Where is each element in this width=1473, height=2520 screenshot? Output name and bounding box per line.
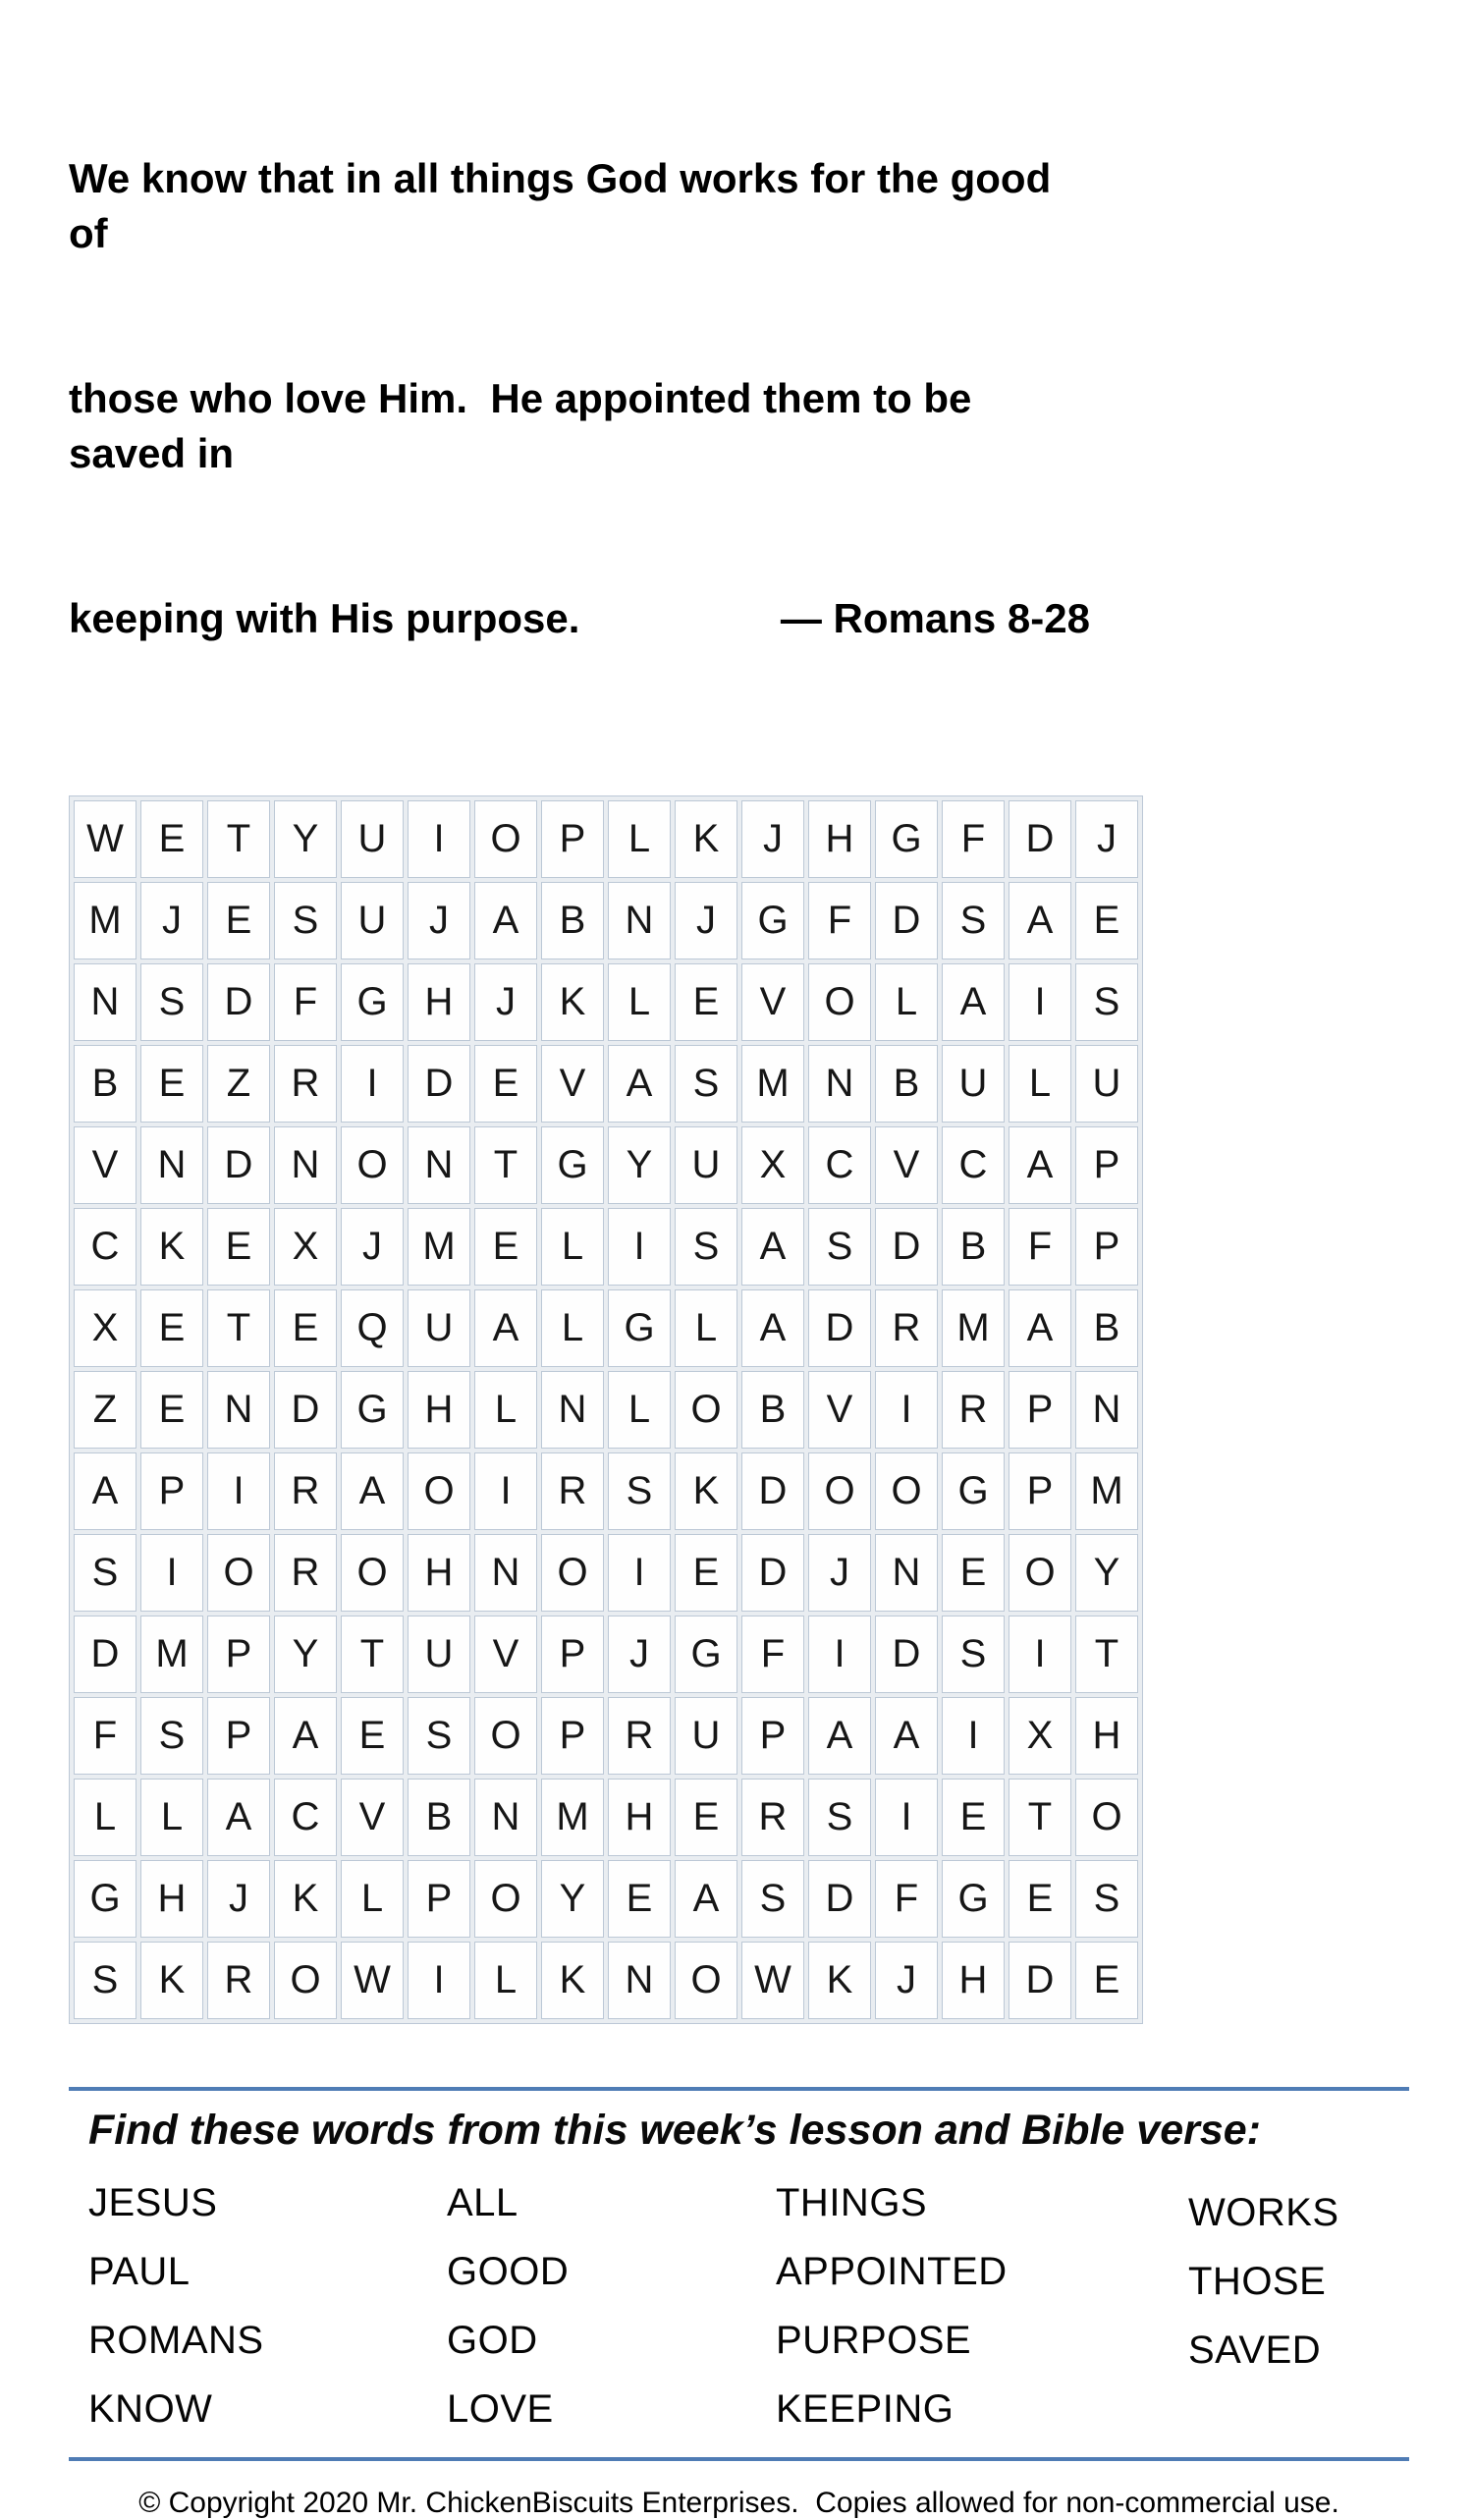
grid-cell: B <box>74 1045 136 1123</box>
grid-cell: F <box>1009 1208 1071 1286</box>
grid-cell: O <box>675 1942 737 2019</box>
grid-cell: S <box>140 1697 203 1775</box>
grid-cell: L <box>541 1208 604 1286</box>
word-list-item: PURPOSE <box>776 2319 972 2362</box>
grid-cell: L <box>474 1371 537 1449</box>
grid-cell: B <box>1075 1289 1138 1367</box>
grid-cell: A <box>207 1779 270 1856</box>
grid-cell: A <box>741 1208 804 1286</box>
grid-cell: F <box>274 963 337 1041</box>
grid-cell: J <box>408 882 470 959</box>
grid-cell: P <box>741 1697 804 1775</box>
grid-cell: I <box>341 1045 404 1123</box>
grid-cell: C <box>942 1126 1005 1204</box>
grid-cell: J <box>675 882 737 959</box>
grid-cell: I <box>207 1452 270 1530</box>
grid-cell: S <box>942 1616 1005 1693</box>
grid-cell: P <box>140 1452 203 1530</box>
grid-cell: B <box>541 882 604 959</box>
grid-cell: T <box>341 1616 404 1693</box>
grid-cell: O <box>808 1452 871 1530</box>
grid-cell: A <box>808 1697 871 1775</box>
grid-cell: E <box>1009 1860 1071 1938</box>
grid-cell: N <box>608 1942 671 2019</box>
grid-row <box>74 1697 1138 1775</box>
grid-cell: F <box>74 1697 136 1775</box>
grid-cell: G <box>74 1860 136 1938</box>
grid-cell: A <box>274 1697 337 1775</box>
grid-cell: L <box>1009 1045 1071 1123</box>
grid-cell: E <box>140 1371 203 1449</box>
grid-cell: W <box>341 1942 404 2019</box>
grid-cell: K <box>541 963 604 1041</box>
grid-cell: I <box>1009 963 1071 1041</box>
grid-cell: A <box>741 1289 804 1367</box>
grid-cell: F <box>808 882 871 959</box>
grid-cell: H <box>942 1942 1005 2019</box>
grid-cell: I <box>875 1779 938 1856</box>
word-list-item: KNOW <box>88 2387 213 2431</box>
grid-cell: K <box>675 1452 737 1530</box>
grid-cell: S <box>675 1208 737 1286</box>
grid-cell: A <box>74 1452 136 1530</box>
copyright-text: © Copyright 2020 Mr. ChickenBiscuits Enterprises. Copies allowed for non-commercial use. <box>138 2487 1339 2519</box>
word-list-columns <box>69 2168 1409 2443</box>
grid-row <box>74 1860 1138 1938</box>
grid-cell: K <box>675 800 737 878</box>
grid-cell: D <box>1009 800 1071 878</box>
grid-cell: P <box>541 1616 604 1693</box>
grid-cell: O <box>341 1126 404 1204</box>
grid-cell: G <box>341 963 404 1041</box>
grid-cell: E <box>341 1697 404 1775</box>
grid-cell: K <box>808 1942 871 2019</box>
grid-cell: M <box>1075 1452 1138 1530</box>
grid-cell: L <box>608 963 671 1041</box>
grid-cell: B <box>942 1208 1005 1286</box>
verse-attribution: — Romans 8-28 <box>780 595 1090 641</box>
grid-cell: G <box>875 800 938 878</box>
grid-cell: H <box>408 1534 470 1612</box>
word-list-item: GOD <box>447 2319 538 2362</box>
grid-cell: G <box>942 1452 1005 1530</box>
grid-cell: S <box>608 1452 671 1530</box>
grid-cell: P <box>408 1860 470 1938</box>
grid-cell: R <box>274 1452 337 1530</box>
grid-row <box>74 1208 1138 1286</box>
grid-cell: W <box>74 800 136 878</box>
grid-cell: A <box>474 882 537 959</box>
word-search-grid-wrap <box>69 795 1409 2024</box>
grid-cell: O <box>408 1452 470 1530</box>
grid-cell: L <box>608 800 671 878</box>
grid-cell: V <box>875 1126 938 1204</box>
grid-cell: S <box>408 1697 470 1775</box>
grid-cell: D <box>875 1208 938 1286</box>
grid-cell: G <box>541 1126 604 1204</box>
grid-cell: O <box>1075 1779 1138 1856</box>
word-list-item: SAVED <box>1188 2328 1322 2372</box>
grid-cell: O <box>207 1534 270 1612</box>
grid-cell: S <box>675 1045 737 1123</box>
grid-cell: L <box>608 1371 671 1449</box>
grid-cell: W <box>741 1942 804 2019</box>
grid-cell: V <box>341 1779 404 1856</box>
grid-cell: L <box>140 1779 203 1856</box>
grid-cell: A <box>608 1045 671 1123</box>
grid-cell: O <box>474 1697 537 1775</box>
grid-cell: E <box>140 1289 203 1367</box>
word-list-item: ROMANS <box>88 2319 264 2362</box>
grid-cell: M <box>741 1045 804 1123</box>
grid-cell: N <box>1075 1371 1138 1449</box>
grid-cell: V <box>474 1616 537 1693</box>
grid-cell: P <box>1075 1126 1138 1204</box>
grid-cell: A <box>942 963 1005 1041</box>
grid-cell: J <box>474 963 537 1041</box>
grid-cell: N <box>541 1371 604 1449</box>
grid-cell: I <box>1009 1616 1071 1693</box>
grid-cell: O <box>808 963 871 1041</box>
word-list-column-2 <box>447 2168 776 2443</box>
grid-cell: T <box>474 1126 537 1204</box>
grid-cell: P <box>207 1616 270 1693</box>
grid-cell: K <box>274 1860 337 1938</box>
grid-cell: S <box>1075 1860 1138 1938</box>
grid-cell: O <box>274 1942 337 2019</box>
verse-line-3 <box>69 591 1090 646</box>
grid-cell: R <box>608 1697 671 1775</box>
grid-cell: I <box>474 1452 537 1530</box>
grid-cell: U <box>341 882 404 959</box>
verse-line-1: We know that in all things God works for the good of <box>69 155 1063 256</box>
grid-cell: E <box>207 882 270 959</box>
word-list-item: JESUS <box>88 2181 218 2224</box>
word-list-column-3 <box>776 2168 1188 2443</box>
grid-cell: L <box>675 1289 737 1367</box>
grid-cell: G <box>341 1371 404 1449</box>
grid-cell: M <box>541 1779 604 1856</box>
grid-row <box>74 1126 1138 1204</box>
grid-cell: N <box>140 1126 203 1204</box>
grid-cell: P <box>207 1697 270 1775</box>
grid-cell: H <box>808 800 871 878</box>
grid-cell: X <box>74 1289 136 1367</box>
grid-cell: L <box>541 1289 604 1367</box>
grid-cell: D <box>207 963 270 1041</box>
word-list-item: WORKS <box>1188 2191 1339 2234</box>
grid-cell: F <box>741 1616 804 1693</box>
grid-cell: A <box>1009 1126 1071 1204</box>
grid-cell: R <box>942 1371 1005 1449</box>
grid-cell: E <box>1075 1942 1138 2019</box>
grid-cell: T <box>1075 1616 1138 1693</box>
word-list-item: GOOD <box>447 2250 570 2293</box>
grid-cell: Y <box>274 800 337 878</box>
grid-cell: C <box>274 1779 337 1856</box>
grid-cell: Z <box>74 1371 136 1449</box>
grid-cell: A <box>474 1289 537 1367</box>
verse-line-2: those who love Him. He appointed them to be saved in <box>69 375 984 476</box>
grid-cell: D <box>808 1289 871 1367</box>
grid-cell: X <box>274 1208 337 1286</box>
grid-row <box>74 1371 1138 1449</box>
grid-cell: I <box>140 1534 203 1612</box>
grid-cell: N <box>808 1045 871 1123</box>
grid-cell: T <box>207 800 270 878</box>
verse-line-3-text: keeping with His purpose. <box>69 595 580 641</box>
grid-cell: B <box>741 1371 804 1449</box>
grid-cell: H <box>140 1860 203 1938</box>
grid-cell: I <box>808 1616 871 1693</box>
grid-cell: Z <box>207 1045 270 1123</box>
grid-cell: E <box>207 1208 270 1286</box>
grid-cell: I <box>875 1371 938 1449</box>
grid-cell: R <box>741 1779 804 1856</box>
grid-cell: S <box>942 882 1005 959</box>
grid-cell: Q <box>341 1289 404 1367</box>
grid-cell: R <box>274 1534 337 1612</box>
word-list-item: ALL <box>447 2181 518 2224</box>
grid-cell: P <box>1009 1371 1071 1449</box>
grid-cell: G <box>608 1289 671 1367</box>
grid-cell: J <box>608 1616 671 1693</box>
grid-cell: S <box>741 1860 804 1938</box>
grid-cell: O <box>1009 1534 1071 1612</box>
grid-row <box>74 1779 1138 1856</box>
word-list-item: PAUL <box>88 2250 191 2293</box>
grid-cell: J <box>875 1942 938 2019</box>
grid-row <box>74 1942 1138 2019</box>
grid-cell: H <box>408 1371 470 1449</box>
grid-cell: U <box>1075 1045 1138 1123</box>
word-list-item: KEEPING <box>776 2387 955 2431</box>
grid-cell: O <box>541 1534 604 1612</box>
grid-cell: K <box>541 1942 604 2019</box>
grid-cell: F <box>875 1860 938 1938</box>
grid-cell: Y <box>608 1126 671 1204</box>
grid-cell: N <box>875 1534 938 1612</box>
grid-cell: E <box>608 1860 671 1938</box>
word-list-column-4 <box>1188 2168 1409 2443</box>
grid-cell: H <box>608 1779 671 1856</box>
grid-cell: C <box>74 1208 136 1286</box>
grid-cell: J <box>341 1208 404 1286</box>
grid-cell: L <box>341 1860 404 1938</box>
grid-cell: P <box>541 800 604 878</box>
grid-cell: U <box>408 1616 470 1693</box>
grid-cell: X <box>741 1126 804 1204</box>
grid-cell: E <box>474 1045 537 1123</box>
grid-cell: S <box>808 1779 871 1856</box>
grid-cell: G <box>942 1860 1005 1938</box>
grid-cell: K <box>140 1208 203 1286</box>
grid-row <box>74 1534 1138 1612</box>
word-list-item: THOSE <box>1188 2260 1327 2303</box>
grid-cell: A <box>1009 1289 1071 1367</box>
grid-cell: K <box>140 1942 203 2019</box>
grid-cell: A <box>675 1860 737 1938</box>
grid-cell: T <box>1009 1779 1071 1856</box>
grid-cell: R <box>875 1289 938 1367</box>
grid-cell: J <box>808 1534 871 1612</box>
grid-cell: I <box>608 1534 671 1612</box>
grid-cell: D <box>207 1126 270 1204</box>
grid-row <box>74 1045 1138 1123</box>
grid-cell: S <box>74 1942 136 2019</box>
grid-cell: N <box>608 882 671 959</box>
grid-row <box>74 882 1138 959</box>
grid-cell: S <box>1075 963 1138 1041</box>
grid-cell: H <box>1075 1697 1138 1775</box>
grid-cell: B <box>875 1045 938 1123</box>
grid-cell: U <box>675 1126 737 1204</box>
word-list-item: THINGS <box>776 2181 928 2224</box>
grid-cell: E <box>675 1534 737 1612</box>
grid-cell: M <box>140 1616 203 1693</box>
word-list-item: LOVE <box>447 2387 554 2431</box>
grid-cell: L <box>74 1779 136 1856</box>
grid-row <box>74 1289 1138 1367</box>
grid-cell: O <box>341 1534 404 1612</box>
grid-cell: U <box>942 1045 1005 1123</box>
grid-cell: O <box>875 1452 938 1530</box>
grid-cell: T <box>207 1289 270 1367</box>
grid-cell: N <box>474 1534 537 1612</box>
grid-cell: A <box>1009 882 1071 959</box>
grid-cell: U <box>341 800 404 878</box>
grid-cell: B <box>408 1779 470 1856</box>
grid-cell: V <box>741 963 804 1041</box>
grid-cell: I <box>408 800 470 878</box>
grid-cell: P <box>541 1697 604 1775</box>
grid-cell: S <box>74 1534 136 1612</box>
grid-cell: D <box>74 1616 136 1693</box>
grid-cell: P <box>1075 1208 1138 1286</box>
grid-cell: J <box>741 800 804 878</box>
grid-cell: V <box>808 1371 871 1449</box>
grid-cell: E <box>140 800 203 878</box>
grid-cell: U <box>408 1289 470 1367</box>
grid-cell: G <box>741 882 804 959</box>
grid-cell: V <box>541 1045 604 1123</box>
grid-cell: R <box>541 1452 604 1530</box>
grid-cell: A <box>341 1452 404 1530</box>
grid-cell: Y <box>1075 1534 1138 1612</box>
grid-cell: L <box>474 1942 537 2019</box>
grid-cell: S <box>274 882 337 959</box>
grid-cell: D <box>741 1534 804 1612</box>
grid-cell: N <box>474 1779 537 1856</box>
grid-cell: Y <box>274 1616 337 1693</box>
grid-cell: C <box>808 1126 871 1204</box>
grid-cell: R <box>274 1045 337 1123</box>
grid-cell: S <box>140 963 203 1041</box>
grid-cell: Y <box>541 1860 604 1938</box>
grid-cell: G <box>675 1616 737 1693</box>
word-list-section <box>69 2087 1409 2461</box>
grid-cell: R <box>207 1942 270 2019</box>
grid-row <box>74 1616 1138 1693</box>
grid-cell: I <box>942 1697 1005 1775</box>
grid-cell: M <box>74 882 136 959</box>
word-list-heading: Find these words from this week’s lesson and Bible verse: <box>88 2107 1262 2154</box>
grid-cell: D <box>808 1860 871 1938</box>
word-list-item: APPOINTED <box>776 2250 1008 2293</box>
grid-cell: U <box>675 1697 737 1775</box>
grid-cell: O <box>675 1371 737 1449</box>
grid-cell: X <box>1009 1697 1071 1775</box>
grid-cell: M <box>942 1289 1005 1367</box>
word-search-grid <box>69 795 1143 2024</box>
grid-cell: D <box>741 1452 804 1530</box>
grid-cell: O <box>474 1860 537 1938</box>
grid-cell: D <box>875 882 938 959</box>
word-list-column-1 <box>88 2168 447 2443</box>
grid-row <box>74 800 1138 878</box>
grid-cell: N <box>74 963 136 1041</box>
grid-cell: E <box>140 1045 203 1123</box>
grid-cell: E <box>1075 882 1138 959</box>
grid-cell: J <box>207 1860 270 1938</box>
grid-cell: V <box>74 1126 136 1204</box>
grid-cell: E <box>675 963 737 1041</box>
grid-cell: M <box>408 1208 470 1286</box>
grid-cell: J <box>140 882 203 959</box>
grid-cell: O <box>474 800 537 878</box>
grid-cell: E <box>274 1289 337 1367</box>
grid-cell: H <box>408 963 470 1041</box>
grid-cell: D <box>875 1616 938 1693</box>
grid-cell: D <box>1009 1942 1071 2019</box>
grid-cell: F <box>942 800 1005 878</box>
grid-cell: D <box>408 1045 470 1123</box>
grid-cell: N <box>274 1126 337 1204</box>
grid-cell: L <box>875 963 938 1041</box>
grid-cell: P <box>1009 1452 1071 1530</box>
grid-cell: E <box>942 1779 1005 1856</box>
grid-cell: D <box>274 1371 337 1449</box>
grid-cell: E <box>474 1208 537 1286</box>
grid-cell: S <box>808 1208 871 1286</box>
grid-cell: E <box>942 1534 1005 1612</box>
grid-cell: N <box>408 1126 470 1204</box>
grid-cell: E <box>675 1779 737 1856</box>
grid-row <box>74 1452 1138 1530</box>
grid-cell: A <box>875 1697 938 1775</box>
grid-cell: I <box>608 1208 671 1286</box>
grid-cell: N <box>207 1371 270 1449</box>
verse-header <box>69 41 1090 756</box>
grid-cell: I <box>408 1942 470 2019</box>
grid-row <box>74 963 1138 1041</box>
grid-cell: J <box>1075 800 1138 878</box>
